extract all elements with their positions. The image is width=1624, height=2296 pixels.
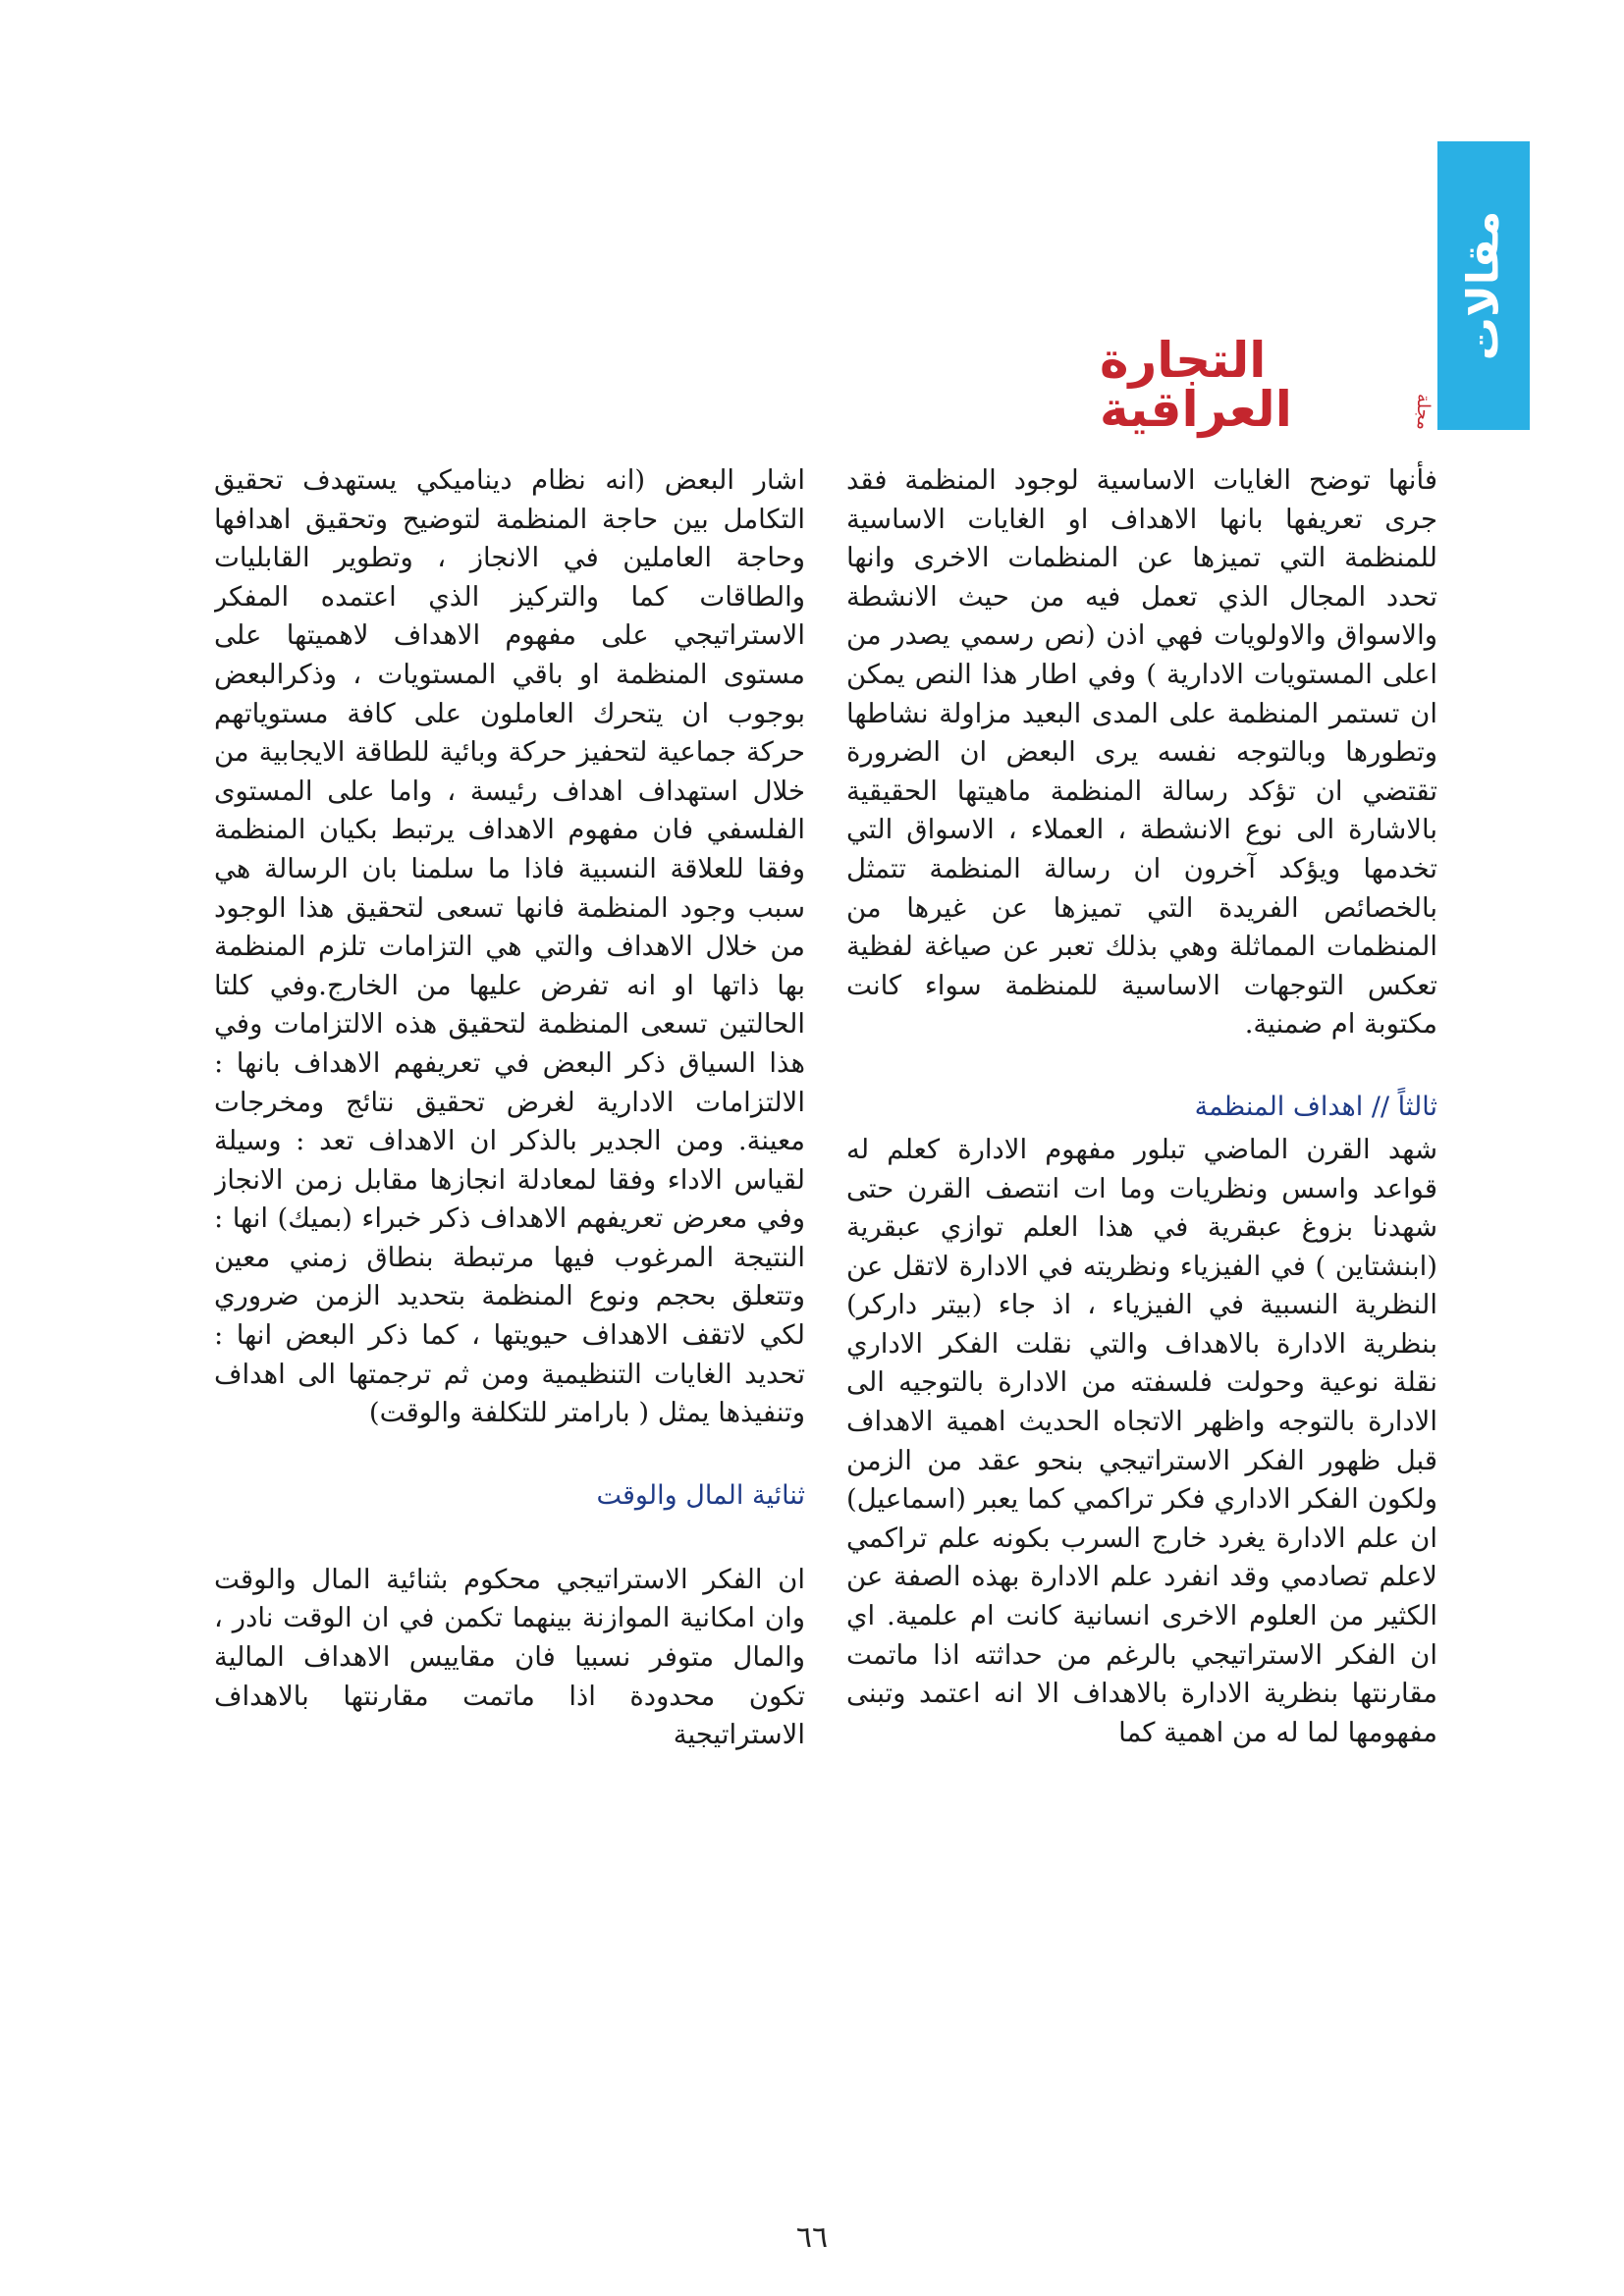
page-number: ٦٦ xyxy=(795,2220,829,2255)
magazine-title: التجارة العراقية xyxy=(1100,332,1292,438)
magazine-masthead xyxy=(1100,332,1434,438)
article-column-left xyxy=(214,461,805,2091)
article-column-right xyxy=(846,461,1437,2091)
article-paragraph: اشار البعض (انه نظام ديناميكي يستهدف تحقيق التكامل بين حاجة المنظمة لتوضيح وتحقيق اهدافها وحاجة العاملين في الانجاز ، وتطوير القابليات والطاقات كما والتركيز الذي اعتمده المفكر الاستراتيجي على مفهوم الاهداف لاهميتها على مستوى المنظمة او باقي المستويات ، وذكرالبعض بوجوب ان يتحرك العاملون على كافة مستوياتهم حركة جماعية لتحفيز حركة وبائية للطاقة الايجابية من خلال استهداف اهداف رئيسة ، واما على المستوى الفلسفي فان مفهوم الاهداف يرتبط بكيان المنظمة وفقا للعلاقة النسبية فاذا ما سلمنا بان الرسالة هي سبب وجود المنظمة فانها تسعى لتحقيق هذا الوجود من خلال الاهداف والتي هي التزامات تلزم المنظمة بها ذاتها او انه تفرض عليها من الخارج.وفي كلتا الحالتين تسعى المنظمة لتحقيق هذه الالتزامات وفي هذا السياق ذكر البعض في تعريفهم الاهداف بانها : الالتزامات الادارية لغرض تحقيق نتائج ومخرجات معينة. ومن الجدير بالذكر ان الاهداف تعد : وسيلة لقياس الاداء وفقا لمعادلة انجازها مقابل زمن الانجاز وفي معرض تعريفهم الاهداف ذكر خبراء (بميك) انها : النتيجة المرغوب فيها مرتبطة بنطاق زمني معين وتتعلق بحجم ونوع المنظمة بتحديد الزمن ضروري لكي لاتقف الاهداف حيويتها ، كما ذكر البعض انها : تحديد الغايات التنظيمية ومن ثم ترجمتها الى اهداف وتنفيذها يمثل ( بارامتر للتكلفة والوقت) xyxy=(214,464,805,1429)
section-tab xyxy=(1437,141,1530,430)
section-heading-money-time: ثنائية المال والوقت xyxy=(596,1479,805,1511)
article-paragraph: ان الفكر الاستراتيجي محكوم بثنائية المال والوقت وان امكانية الموازنة بينهما تكمن في ان الوقت نادر ، والمال متوفر نسبيا فان مقاييس الاهداف المالية تكون محدودة اذا ماتمت مقارنتها بالاهداف الاستراتيجية xyxy=(214,1563,805,1751)
article-paragraph: شهد القرن الماضي تبلور مفهوم الادارة كعلم له قواعد واسس ونظريات وما ات انتصف القرن حتى شهدنا بزوغ عبقرية في هذا العلم توازي عبقرية (ابنشتاين ) في الفيزياء ونظريته في الادارة لاتقل عن النظرية النسبية في الفيزياء ، اذ جاء (بيتر داركر) بنظرية الادارة بالاهداف والتي نقلت الفكر الاداري نقلة نوعية وحولت فلسفته من الادارة بالتوجيه الى الادارة بالتوجه واظهر الاتجاه الحديث اهمية الاهداف قبل ظهور الفكر الاستراتيجي بنحو عقد من الزمن ولكون الفكر الاداري فكر تراكمي كما يعبر (اسماعيل) ان علم الادارة يغرد خارج السرب بكونه علم تراكمي لاعلم تصادمي وقد انفرد علم الادارة بهذه الصفة عن الكثير من العلوم الاخرى انسانية كانت ام علمية. اي ان الفكر الاستراتيجي بالرغم من حداثته اذا ماتمت مقارنتها بنظرية الادارة بالاهداف الا انه اعتمد وتبنى مفهومها لما له من اهمية كما xyxy=(846,1133,1437,1748)
magazine-word: مجلة xyxy=(1413,394,1434,430)
article-paragraph: فأنها توضح الغايات الاساسية لوجود المنظمة فقد جرى تعريفها بانها الاهداف او الغايات الاساسية للمنظمة التي تميزها عن المنظمات الاخرى وانها تحدد المجال الذي تعمل فيه من حيث الانشطة والاسواق والاولويات فهي اذن (نص رسمي يصدر من اعلى المستويات الادارية ) وفي اطار هذا النص يمكن ان تستمر المنظمة على المدى البعيد مزاولة نشاطها وتطورها وبالتوجه نفسه يرى البعض ان الضرورة تقتضي ان تؤكد رسالة المنظمة ماهيتها الحقيقية بالاشارة الى نوع الانشطة ، العملاء ، الاسواق التي تخدمها ويؤكد آخرون ان رسالة المنظمة تتمثل بالخصائص الفريدة التي تميزها عن غيرها من المنظمات المماثلة وهي بذلك تعبر عن صياغة لفظية تعكس التوجهات الاساسية للمنظمة سواء كانت مكتوبة ام ضمنية. xyxy=(846,464,1437,1041)
section-tab-label: مقالات xyxy=(1458,210,1509,361)
section-heading-organization-goals: ثالثاً // اهداف المنظمة xyxy=(1194,1091,1437,1122)
